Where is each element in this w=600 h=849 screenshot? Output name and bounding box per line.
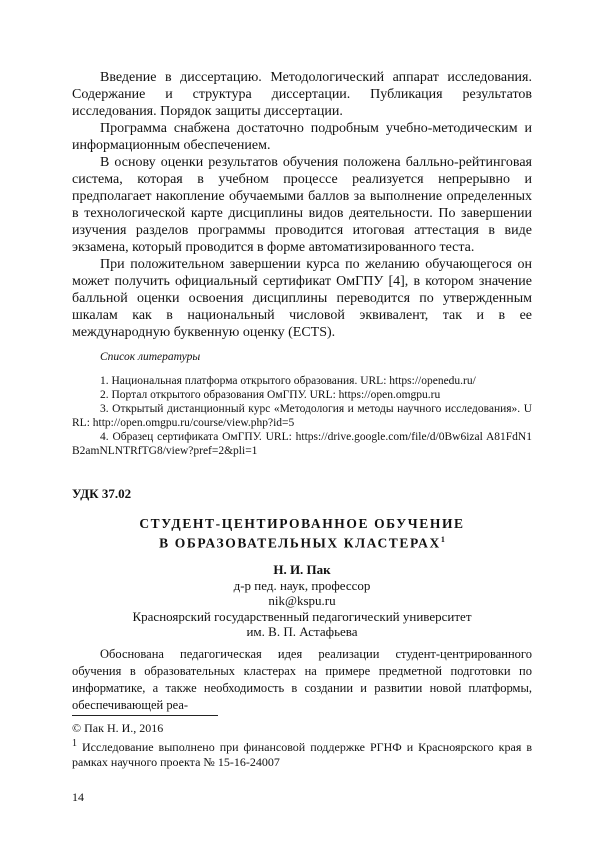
funding-footnote — [72, 736, 532, 770]
article-title-line-2 — [72, 532, 532, 552]
author-affiliation-2: им. В. П. Астафьева — [246, 624, 358, 639]
footnotes — [72, 721, 532, 770]
udk-code: УДК 37.02 — [72, 486, 132, 501]
copyright-note: © Пак Н. И., 2016 — [72, 721, 164, 735]
body-paragraph: В основу оценки результатов обучения положена балльно-рейтинговая система, которая в учебном процессе реализуется непрерывно и предполагает накопление обучаемыми баллов за выполнение определенных в технологической карте дисциплины видов деятельности. По завершении изучения разделов программы проводится итоговая аттестация в виде экзамена, который проводится в форме автоматизированного теста. — [72, 155, 532, 255]
footnote-mark: 1 — [72, 738, 77, 749]
article-title-line: СТУДЕНТ-ЦЕНТИРОВАННОЕ ОБУЧЕНИЕ — [139, 516, 465, 531]
footnote-text: Исследование выполнено при финансовой поддержке РГНФ и Красноярского края в рамках научного проекта № 15-16-24007 — [72, 740, 532, 769]
references-list — [72, 374, 532, 458]
author-name: Н. И. Пак — [273, 562, 331, 577]
author-affiliation: Красноярский государственный педагогический университет — [132, 608, 472, 624]
abstract — [72, 646, 532, 714]
reference-item: 3. Открытый дистанционный курс «Методология и методы научного исследования». URL: http://open.omgpu.ru/course/view.php?id=5 — [72, 403, 532, 429]
body-text — [72, 69, 532, 341]
page-number: 14 — [72, 790, 84, 804]
abstract-text: Обоснована педагогическая идея реализации студент-центрированного обучения в образовательных кластерах на примере предметной подготовки по информатике, а также необходимость в создании и развитии новой платформы, обеспечивающей реа- — [72, 647, 532, 712]
footnote-divider — [72, 715, 218, 716]
article-title — [72, 516, 532, 552]
author-email: nik@kspu.ru — [268, 593, 336, 608]
body-paragraph: При положительном завершении курса по желанию обучающегося он может получить официальный сертификат ОмГПУ [4], в котором значение балльной оценки освоения дисциплины переводится по утвержденным шкалам как в национальный числовой эквивалент, так и в ее международную буквенную оценку (ECTS). — [72, 257, 532, 340]
body-paragraph: Введение в диссертацию. Методологический аппарат исследования. Содержание и структура диссертации. Публикация результатов исследования. Порядок защиты диссертации. — [72, 70, 532, 119]
references-title: Список литературы — [100, 351, 201, 363]
article-title-line: В ОБРАЗОВАТЕЛЬНЫХ КЛАСТЕРАХ — [159, 535, 441, 551]
author-block — [72, 562, 532, 640]
reference-item: 1. Национальная платформа открытого образования. URL: https://openedu.ru/ — [100, 375, 476, 387]
reference-item: 4. Образец сертификата ОмГПУ. URL: https://drive.google.com/file/d/0Bw6izal A81FdN1B2amNLNTRfTG8/view?pref=2&pli=1 — [72, 431, 532, 457]
body-paragraph: Программа снабжена достаточно подробным учебно-методическим и информационным обеспечением. — [72, 121, 532, 153]
reference-item: 2. Портал открытого образования ОмГПУ. URL: https://open.omgpu.ru — [100, 389, 441, 401]
author-degree: д-р пед. наук, профессор — [233, 577, 371, 593]
title-footnote-mark: 1 — [440, 535, 445, 544]
